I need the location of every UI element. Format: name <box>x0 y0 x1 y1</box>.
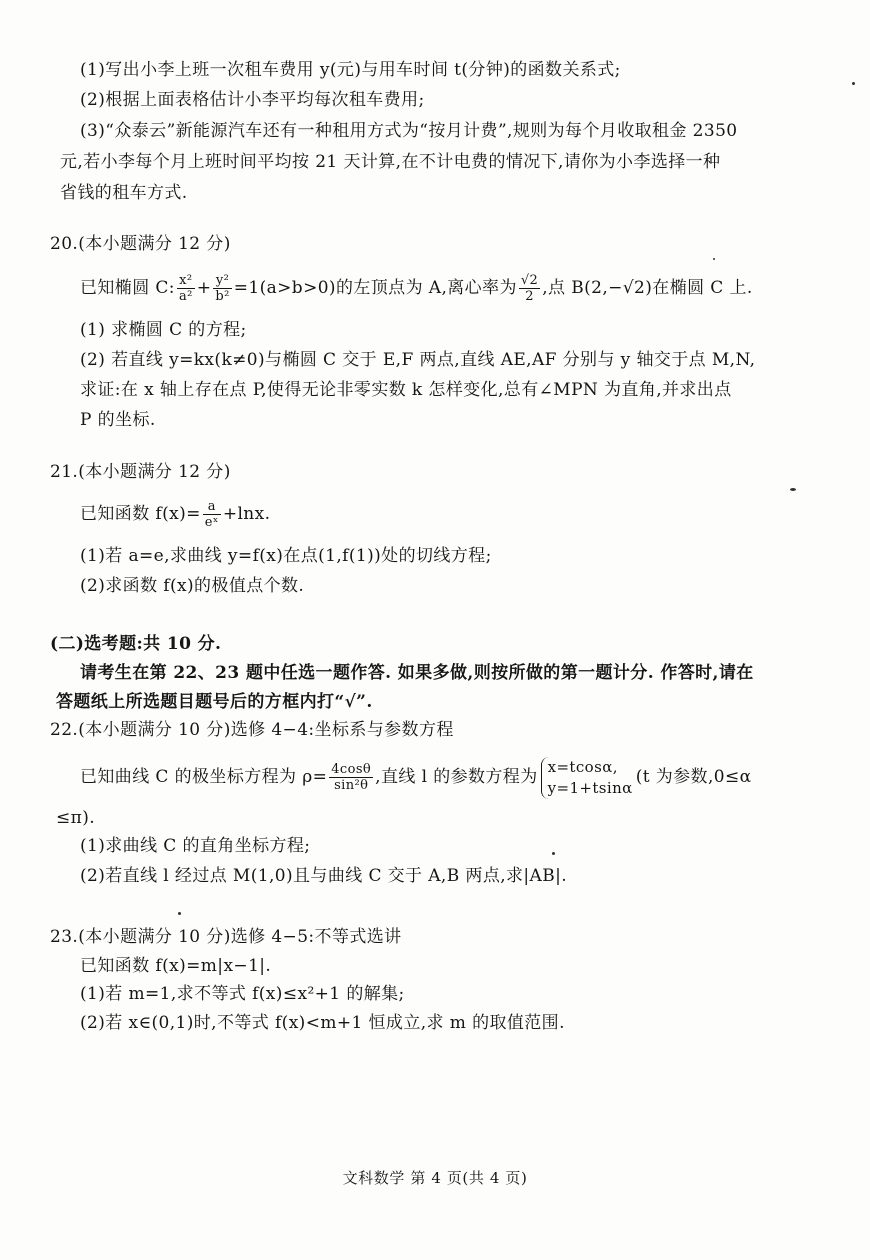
q20-frac-x <box>177 273 195 304</box>
q20-frac-x-den: a² <box>178 289 193 304</box>
q23-part2: (2)若 x∈(0,1)时,不等式 f(x)<m+1 恒成立,求 m 的取值范围. <box>80 1013 565 1033</box>
q22-intro <box>80 752 752 802</box>
q23-header: 23.(本小题满分 10 分)选修 4−5:不等式选讲 <box>50 927 402 947</box>
scan-speck <box>852 82 855 85</box>
q20-intro-c: ,点 B(2,−√2)在椭圆 C 上. <box>542 278 753 298</box>
elective-instr-line2: 答题纸上所选题目题号后的方框内打“√”. <box>56 692 373 712</box>
q20-frac-y-den: b² <box>215 289 230 304</box>
q22-frac-num: 4cosθ <box>331 762 372 777</box>
scan-speck <box>713 258 715 260</box>
q22-frac-den: sin²θ <box>334 778 369 793</box>
q22-intro-d: ≤π). <box>56 808 96 828</box>
scan-speck <box>552 852 555 855</box>
q20-part1: (1) 求椭圆 C 的方程; <box>80 320 247 340</box>
q20-frac-y-num: y² <box>213 273 231 289</box>
q20-part2-line1: (2) 若直线 y=kx(k≠0)与椭圆 C 交于 E,F 两点,直线 AE,AF 分别与 y 轴交于点 M,N, <box>80 350 756 370</box>
q20-intro-b: =1(a>b>0)的左顶点为 A,离心率为 <box>233 278 517 298</box>
q21-header: 21.(本小题满分 12 分) <box>50 462 231 482</box>
q20-frac-x-num: x² <box>177 273 195 289</box>
q21-frac <box>203 499 221 530</box>
q22-part1: (1)求曲线 C 的直角坐标方程; <box>80 836 311 856</box>
q22-intro-a: 已知曲线 C 的极坐标方程为 ρ= <box>80 767 328 787</box>
q22-param-system <box>541 757 633 799</box>
q22-header: 22.(本小题满分 10 分)选修 4−4:坐标系与参数方程 <box>50 720 454 740</box>
scan-speck <box>178 912 181 915</box>
q22-frac <box>329 762 373 793</box>
q20-part2-line2: 求证:在 x 轴上存在点 P,使得无论非零实数 k 怎样变化,总有∠MPN 为直角,并求出点 <box>80 380 732 400</box>
q22-part2: (2)若直线 l 经过点 M(1,0)且与曲线 C 交于 A,B 两点,求|AB|. <box>80 866 568 886</box>
q20-frac-ecc-num: √2 <box>520 273 539 288</box>
q19-part2: (2)根据上面表格估计小李平均每次租车费用; <box>80 90 425 110</box>
q20-intro-a: 已知椭圆 C: <box>80 278 175 298</box>
q22-sys-x: x=tcosα, <box>547 757 618 776</box>
q19-part3-line2: 元,若小李每个月上班时间平均按 21 天计算,在不计电费的情况下,请你为小李选择一种 <box>60 152 721 172</box>
q21-intro <box>80 498 270 530</box>
scan-speck <box>790 488 796 491</box>
q21-part1: (1)若 a=e,求曲线 y=f(x)在点(1,f(1))处的切线方程; <box>80 546 492 566</box>
q23-intro: 已知函数 f(x)=m|x−1|. <box>80 956 272 976</box>
q19-part3-line3: 省钱的租车方式. <box>60 183 188 203</box>
q20-intro: 已知椭圆 C: $\frac{\text{x²}}{\text{a²}}$ + $\frac{\text{y²}}{\text{b²}}$ =1(a>b>0)的左顶点为 A,离心率为 $\frac{√2}{2}$ ,点 B(2,−√2)在椭圆 C 上. <box>80 273 753 304</box>
q22-sys-y: y=1+tsinα <box>547 778 633 797</box>
q21-frac-num: a <box>203 499 221 515</box>
q20-header: 20.(本小题满分 12 分) <box>50 234 231 254</box>
q21-part2: (2)求函数 f(x)的极值点个数. <box>80 576 305 596</box>
elective-instr-line1: 请考生在第 22、23 题中任选一题作答. 如果多做,则按所做的第一题计分. 作答时,请在 <box>80 663 754 683</box>
q20-part2-line3: P 的坐标. <box>80 410 156 430</box>
page-footer: 文科数学 第 4 页(共 4 页) <box>342 1169 528 1187</box>
q19-part3-line1: (3)“众泰云”新能源汽车还有一种租用方式为“按月计费”,规则为每个月收取租金 2350 <box>80 121 738 141</box>
q19-part1: (1)写出小李上班一次租车费用 y(元)与用车时间 t(分钟)的函数关系式; <box>80 60 621 80</box>
q22-intro-b: ,直线 l 的参数方程为 <box>375 767 538 787</box>
q21-intro-a: 已知函数 f(x)= <box>80 504 201 524</box>
q21-intro-b: +lnx. <box>222 504 271 524</box>
q20-frac-y <box>213 273 231 304</box>
q20-frac-ecc-den: 2 <box>525 289 534 304</box>
q20-frac-ecc <box>519 273 540 304</box>
elective-title: (二)选考题:共 10 分. <box>50 634 222 654</box>
q22-intro-c: (t 为参数,0≤α <box>635 767 752 787</box>
q23-part1: (1)若 m=1,求不等式 f(x)≤x²+1 的解集; <box>80 984 405 1004</box>
q21-frac-den: eˣ <box>204 515 219 530</box>
